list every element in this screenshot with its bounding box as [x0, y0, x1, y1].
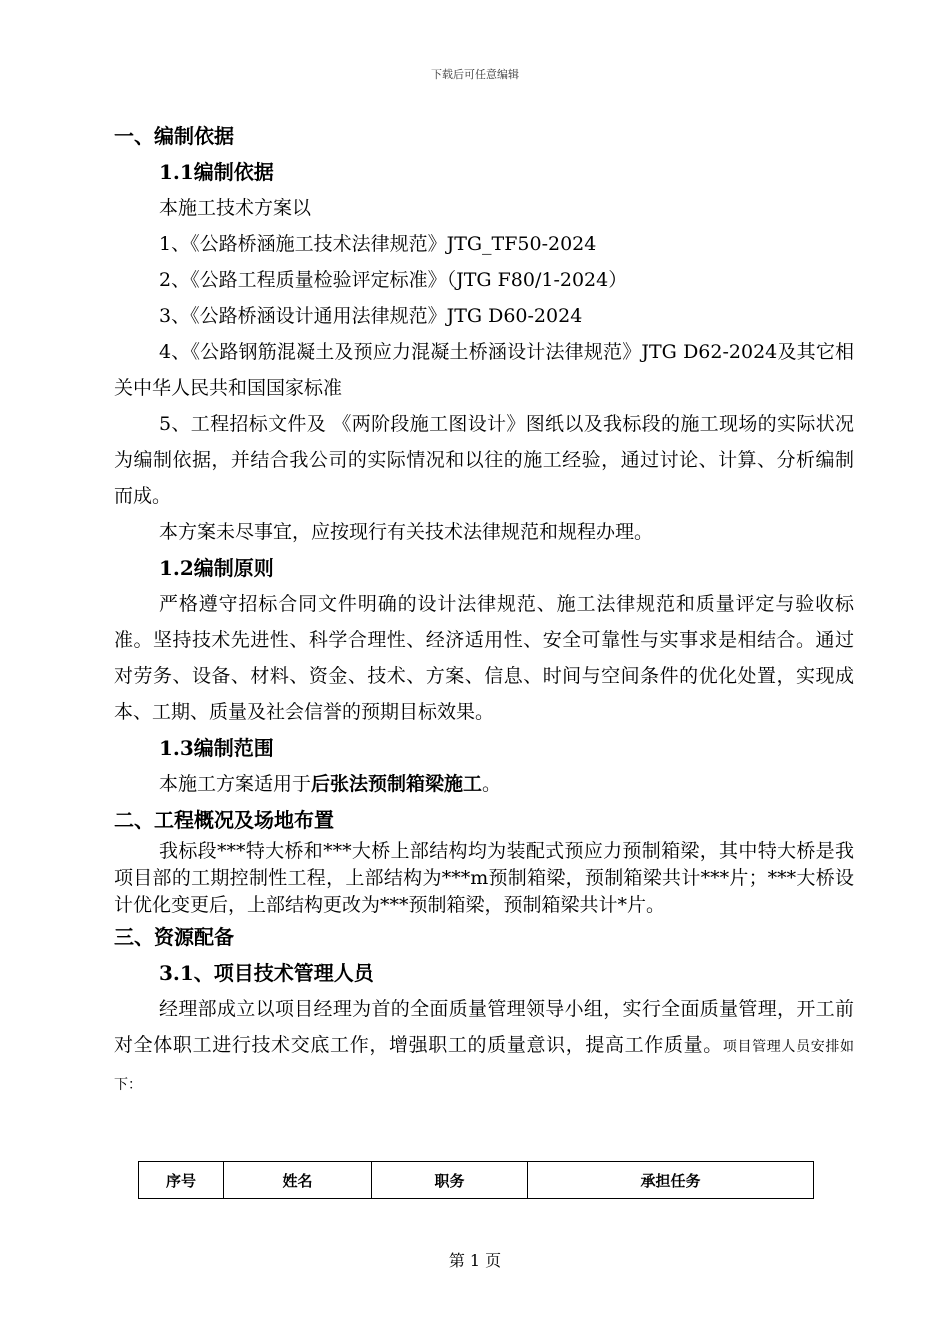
text: 严格遵守招标合同文件明确的设计法律规范、施工法律规范和质量评定与验收标准。坚持技术先进性、科学合理性、经济适用性、安全可靠性与实事求是相结合。通过对劳务、设备、材料、资金、技术、方案、信息、时间与空间条件的优化处置，实现成本、工期、质量及社会信誉的预期目标效果。 — [114, 593, 854, 723]
text: 4、《公路钢筋混凝土及预应力混凝土桥涵设计法律规范》JTG D62-2024及其它相关中华人民共和国国家标准 — [114, 341, 854, 399]
col-index: 序号 — [139, 1162, 224, 1199]
subsection-heading — [114, 730, 854, 766]
paragraph — [114, 406, 854, 514]
text: 1.2编制原则 — [159, 556, 274, 580]
paragraph — [114, 586, 854, 730]
staff-table — [138, 1161, 814, 1199]
paragraph — [114, 262, 854, 298]
text: 2、《公路工程质量检验评定标准》（JTG F80/1-2024） — [159, 269, 628, 291]
text: 本施工技术方案以 — [159, 197, 312, 219]
text: 二、工程概况及场地布置 — [114, 808, 334, 832]
table-header-row — [139, 1162, 814, 1199]
col-position: 职务 — [372, 1162, 528, 1199]
subsection-heading — [114, 154, 854, 190]
text: 1.3编制范围 — [159, 736, 274, 760]
document-body — [114, 118, 854, 1103]
paragraph — [114, 190, 854, 226]
text: 本方案未尽事宜，应按现行有关技术法律规范和规程办理。 — [159, 521, 654, 543]
text: 我标段***特大桥和***大桥上部结构均为装配式预应力预制箱梁，其中特大桥是我项目部的工期控制性工程，上部结构为***m预制箱梁，预制箱梁共计***片；***大桥设计优化变更后，上部结构更改为***预制箱梁，预制箱梁共计*片。 — [114, 840, 854, 916]
paragraph — [114, 226, 854, 262]
text: 一、编制依据 — [114, 124, 234, 148]
paragraph — [114, 838, 854, 919]
text: 3.1、项目技术管理人员 — [159, 961, 374, 985]
col-task: 承担任务 — [528, 1162, 814, 1199]
paragraph — [114, 334, 854, 406]
bold-text: 后张法预制箱梁施工 — [311, 773, 483, 795]
text: 5、工程招标文件及 《两阶段施工图设计》图纸以及我标段的施工现场的实际状况为编制依据，并结合我公司的实际情况和以往的施工经验，通过讨论、计算、分析编制而成。 — [114, 413, 854, 507]
text: 1.1编制依据 — [159, 160, 274, 184]
text: 3、《公路桥涵设计通用法律规范》JTG D60-2024 — [159, 305, 583, 327]
section-heading — [114, 919, 854, 955]
small-text: 项目管理人员安排如下： — [114, 1039, 854, 1093]
text: 1、《公路桥涵施工技术法律规范》JTG_TF50-2024 — [159, 233, 597, 255]
paragraph — [114, 766, 854, 802]
section-heading — [114, 802, 854, 838]
text: 三、资源配备 — [114, 925, 234, 949]
section-heading — [114, 118, 854, 154]
paragraph — [114, 298, 854, 334]
text: 经理部成立以项目经理为首的全面质量管理领导小组，实行全面质量管理，开工前对全体职工进行技术交底工作，增强职工的质量意识，提高工作质量。 — [114, 998, 854, 1056]
text-tail: 。 — [482, 773, 502, 795]
paragraph — [114, 514, 854, 550]
subsection-heading — [114, 550, 854, 586]
paragraph — [114, 991, 854, 1103]
page-header: 下载后可任意编辑 — [431, 68, 519, 81]
col-name: 姓名 — [224, 1162, 372, 1199]
subsection-heading — [114, 955, 854, 991]
text: 本施工方案适用于 — [159, 773, 312, 795]
page-number: 第 1 页 — [448, 1251, 502, 1270]
